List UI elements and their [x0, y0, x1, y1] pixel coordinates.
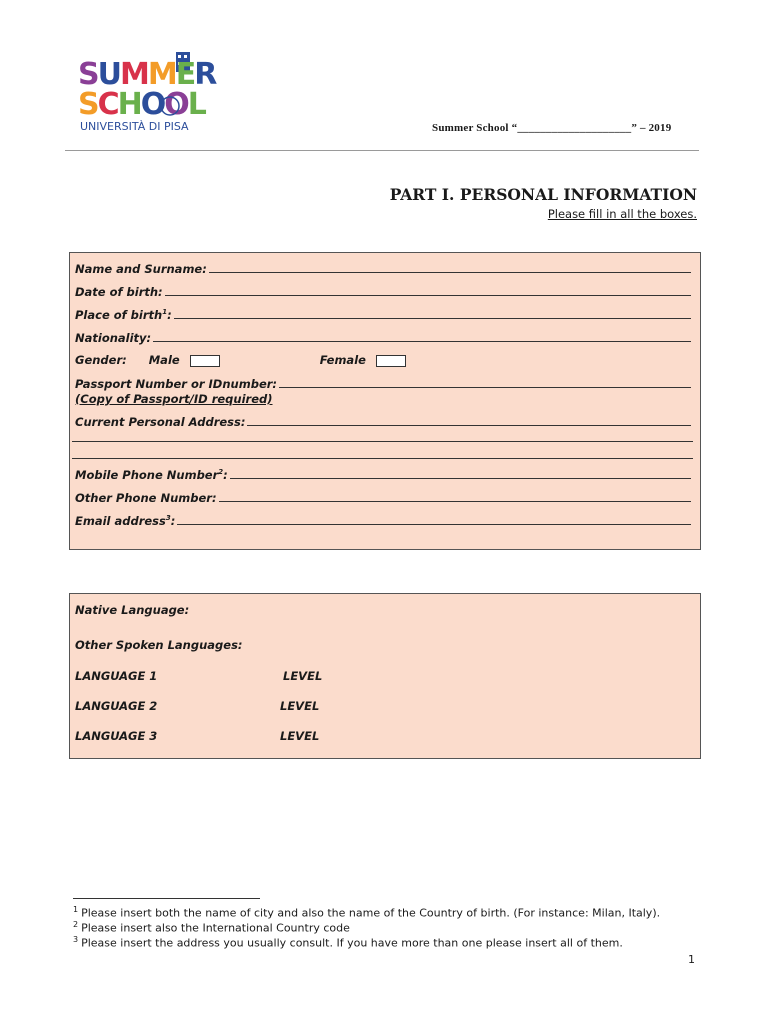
nationality-input[interactable]: [153, 341, 691, 342]
mobile-field-row: [75, 468, 691, 482]
footnote-3: $^3$ Please insert the address you usually consult. If you have more than one please insert all of them.: [73, 935, 623, 950]
other-phone-input[interactable]: [219, 501, 691, 502]
language-3-level: LEVEL: [280, 729, 320, 743]
dob-label: Date of birth:: [75, 285, 163, 299]
passport-label: Passport Number or IDnumber:: [75, 377, 278, 391]
dob-field-row: [75, 285, 691, 299]
gender-label: Gender:: [75, 353, 127, 367]
native-language-label: Native Language:: [75, 603, 190, 617]
name-label: Name and Surname:: [75, 262, 207, 276]
header-blank: ____________________: [517, 122, 632, 134]
name-field-row: [75, 262, 691, 276]
address-input[interactable]: [247, 425, 691, 426]
language-1-label: LANGUAGE 1: [75, 669, 158, 683]
footnote-1: $^1$ Please insert both the name of city and also the name of the Country of birth. (For instance: Milan, Italy).: [73, 905, 661, 920]
gender-row: [75, 353, 691, 367]
svg-text:SUMMER: SUMMER: [78, 57, 216, 92]
other-phone-field-row: [75, 491, 691, 505]
document-header: [432, 122, 671, 134]
language-3-label: LANGUAGE 3: [75, 729, 158, 743]
passport-note-row: [75, 392, 691, 406]
passport-input[interactable]: [279, 387, 691, 388]
female-label: Female: [319, 353, 366, 367]
language-1-level: LEVEL: [283, 669, 323, 683]
footnote-2: $^2$ Please insert also the International Country code: [73, 920, 350, 935]
address-line-2[interactable]: [72, 441, 693, 442]
email-input[interactable]: [177, 524, 691, 525]
passport-note: (Copy of Passport/ID required): [75, 392, 273, 406]
pob-label: Place of birth$^1$:: [75, 308, 172, 322]
mobile-input[interactable]: [230, 478, 691, 479]
other-languages-label: Other Spoken Languages:: [75, 638, 243, 652]
page-number: 1: [688, 953, 695, 966]
languages-box: [69, 593, 701, 759]
dob-input[interactable]: [165, 295, 691, 296]
part-subtitle: Please fill in all the boxes.: [547, 207, 697, 221]
header-suffix: ” – 2019: [631, 122, 672, 134]
part-title: PART I. PERSONAL INFORMATION: [389, 185, 697, 204]
male-checkbox[interactable]: [190, 355, 220, 367]
language-2-label: LANGUAGE 2: [75, 699, 158, 713]
email-label: Email address$^3$:: [75, 514, 176, 528]
pob-input[interactable]: [174, 318, 691, 319]
header-divider: [65, 150, 699, 151]
female-checkbox[interactable]: [376, 355, 406, 367]
address-line-3[interactable]: [72, 458, 693, 459]
other-phone-label: Other Phone Number:: [75, 491, 217, 505]
summer-school-logo: [78, 50, 216, 136]
address-field-row: [75, 415, 691, 429]
footnote-divider: [73, 898, 260, 899]
nationality-field-row: [75, 331, 691, 345]
personal-info-box: [69, 252, 701, 550]
svg-text:SCHOOL: SCHOOL: [78, 87, 205, 122]
email-field-row: [75, 514, 691, 528]
pob-field-row: [75, 308, 691, 322]
mobile-label: Mobile Phone Number$^2$:: [75, 468, 228, 482]
nationality-label: Nationality:: [75, 331, 152, 345]
male-label: Male: [148, 353, 180, 367]
address-label: Current Personal Address:: [75, 415, 246, 429]
svg-text:UNIVERSITÀ DI PISA: UNIVERSITÀ DI PISA: [80, 120, 189, 133]
name-input[interactable]: [209, 272, 691, 273]
passport-field-row: [75, 377, 691, 391]
language-2-level: LEVEL: [280, 699, 320, 713]
header-prefix: Summer School “: [432, 122, 518, 134]
